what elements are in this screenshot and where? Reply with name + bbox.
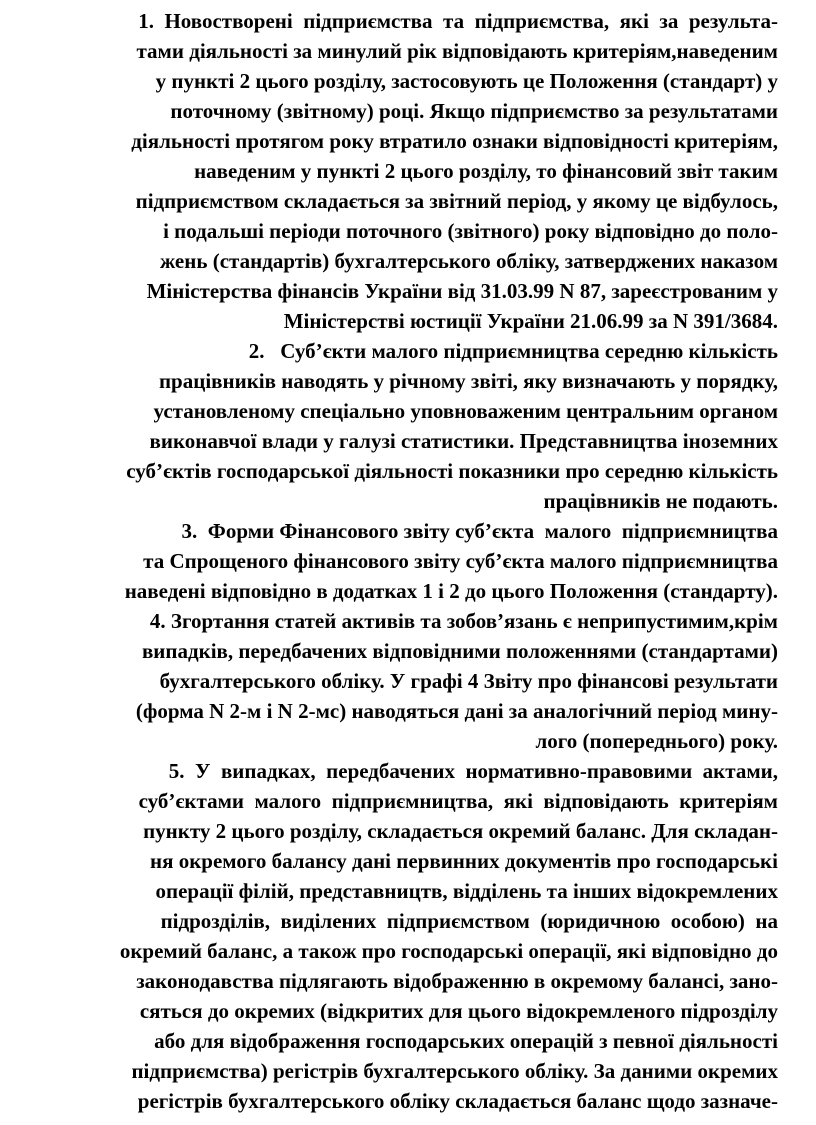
document-text [10, 6, 778, 1116]
paragraph-2 [10, 336, 778, 516]
text-line: підприємством складається за звітний період, у якому це відбулось, [135, 189, 778, 213]
paragraph-1 [10, 6, 778, 336]
text-line: регістрів бухгалтерського обліку складається баланс щодо зазначе- [137, 1089, 778, 1113]
text-line: 5. У випадках, передбачених нормативно-правовими актами, [168, 759, 778, 783]
text-line: 1. Новостворені підприємства та підприємства, які за результа- [138, 9, 778, 33]
text-line: підрозділів, виділених підприємством (юридичною особою) на [160, 909, 778, 933]
text-line: бухгалтерського обліку. У графі 4 Звіту про фінансові результати [159, 669, 778, 693]
text-line: Міністерства фінансів України від 31.03.99 N 87, зареєстрованим у [146, 279, 778, 303]
text-line: суб’єктами малого підприємництва, які відповідають критеріям [138, 789, 778, 813]
text-line: (форма N 2-м і N 2-мс) наводяться дані за аналогічний період мину- [135, 699, 778, 723]
paragraph-3 [10, 516, 778, 606]
text-line: працівників не подають. [543, 489, 778, 513]
text-line: тами діяльності за минулий рік відповідають критеріям,наведеним [136, 39, 778, 63]
text-line: та Спрощеного фінансового звіту суб’єкта малого підприємництва [143, 549, 778, 573]
text-line: 3. Форми Фінансового звіту суб’єкта малого підприємництва [181, 519, 778, 543]
text-line: у пункті 2 цього розділу, застосовують це Положення (стандарт) у [155, 69, 778, 93]
paragraph-5 [10, 756, 778, 1116]
text-line: поточному (звітному) році. Якщо підприємство за результатами [170, 99, 778, 123]
text-line: лого (попереднього) року. [535, 729, 778, 753]
text-line: суб’єктів господарської діяльності показники про середню кількість [126, 459, 778, 483]
text-line: жень (стандартів) бухгалтерського обліку, затверджених наказом [159, 249, 778, 273]
text-line: і подальші періоди поточного (звітного) року відповідно до поло- [163, 219, 778, 243]
text-line: підприємства) регістрів бухгалтерського обліку. За даними окремих [131, 1059, 778, 1083]
text-line: або для відображення господарських операцій з певної діяльності [154, 1029, 778, 1053]
text-line: виконавчої влади у галузі статистики. Представництва іноземних [149, 429, 778, 453]
text-line: працівників наводять у річному звіті, яку визначають у порядку, [158, 369, 778, 393]
text-line: 2. Суб’єкти малого підприємництва середню кількість [248, 339, 778, 363]
text-line: пункту 2 цього розділу, складається окремий баланс. Для складан- [143, 819, 778, 843]
text-line: операції філій, представництв, відділень та інших відокремлених [155, 879, 778, 903]
text-line: діяльності протягом року втратило ознаки відповідності критеріям, [131, 129, 778, 153]
paragraph-4 [10, 606, 778, 756]
text-line: Міністерстві юстиції України 21.06.99 за N 391/3684. [283, 309, 778, 333]
text-line: 4. Згортання статей активів та зобов’язань є неприпустимим,крім [149, 609, 778, 633]
text-line: ня окремого балансу дані первинних документів про господарські [150, 849, 778, 873]
text-line: випадків, передбачених відповідними положеннями (стандартами) [141, 639, 778, 663]
text-line: окремий баланс, а також про господарські операції, які відповідно до [119, 939, 778, 963]
text-line: законодавства підлягають відображенню в окремому балансі, зано- [136, 969, 778, 993]
text-line: сяться до окремих (відкритих для цього відокремленого підрозділу [139, 999, 778, 1023]
text-line: наведені відповідно в додатках 1 і 2 до цього Положення (стандарту). [124, 579, 778, 603]
text-line: наведеним у пункті 2 цього розділу, то фінансовий звіт таким [194, 159, 778, 183]
text-line: установленому спеціально уповноваженим центральним органом [153, 399, 778, 423]
